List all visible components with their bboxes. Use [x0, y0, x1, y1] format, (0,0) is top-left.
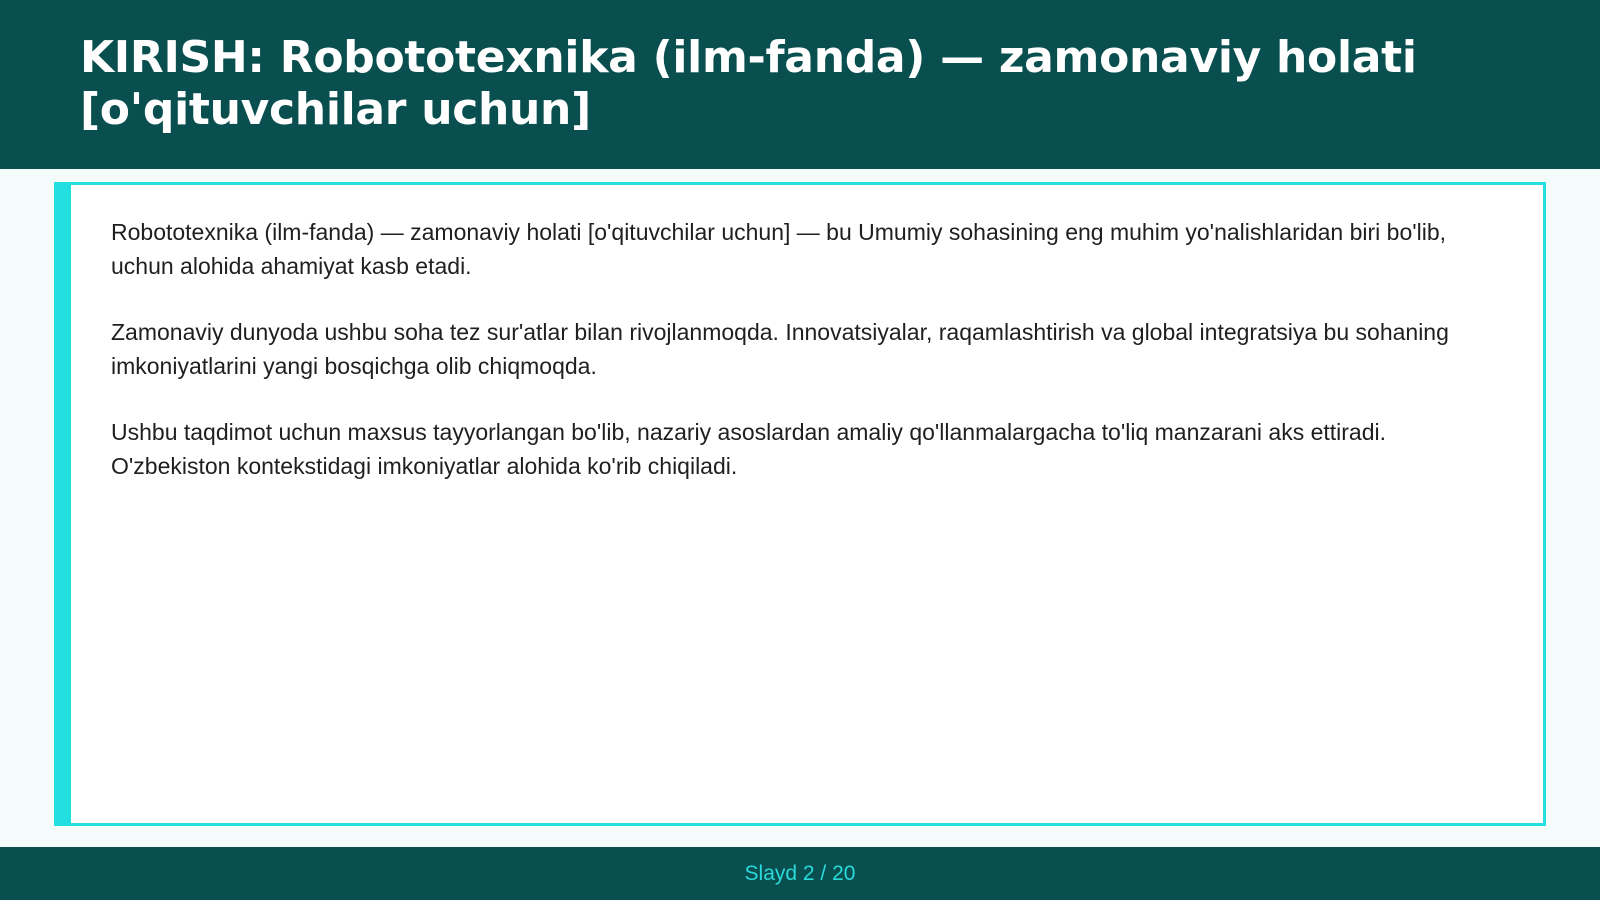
- paragraph-presentation: Ushbu taqdimot uchun maxsus tayyorlangan bo'lib, nazariy asoslardan amaliy qo'llanmalargacha to'liq manzarani aks ettiradi. O'zbekiston kontekstidagi imkoniyatlar alohida ko'rib chiqiladi.: [111, 419, 1387, 479]
- slide-header: [0, 0, 1600, 169]
- slide-title: [80, 32, 1520, 136]
- slide-title-line-2: [o'qituvchilar uchun]: [80, 84, 591, 135]
- slide-number: Slayd 2 / 20: [744, 861, 856, 885]
- slide-title-line-1: KIRISH: Robototexnika (ilm-fanda) — zamonaviy holati: [80, 32, 1417, 83]
- paragraph-intro: Robototexnika (ilm-fanda) — zamonaviy holati [o'qituvchilar uchun] — bu Umumiy sohasining eng muhim yo'nalishlaridan biri bo'lib, uchun alohida ahamiyat kasb etadi.: [111, 219, 1447, 279]
- content-box: [54, 182, 1546, 826]
- paragraph-modern-world: Zamonaviy dunyoda ushbu soha tez sur'atlar bilan rivojlanmoqda. Innovatsiyalar, raqamlashtirish va global integratsiya bu sohaning imkoniyatlarini yangi bosqichga olib chiqmoqda.: [111, 319, 1449, 379]
- slide-footer: [0, 847, 1600, 900]
